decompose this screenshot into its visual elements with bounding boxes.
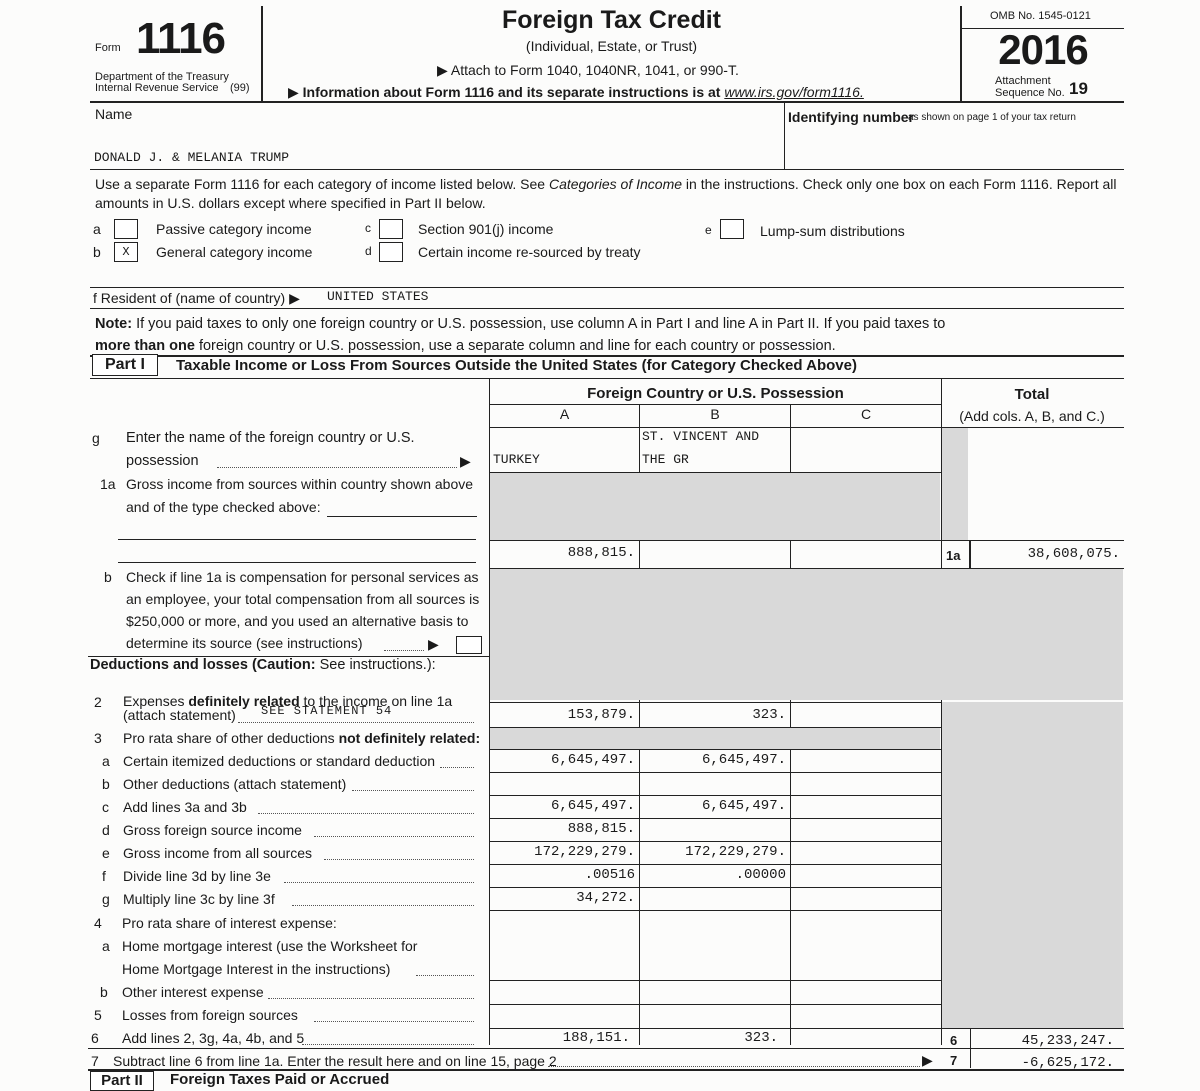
linebox-1a-right: [970, 540, 971, 570]
grid-rule: [489, 702, 941, 703]
writein-rule: [118, 539, 476, 540]
resident-bottom-rule: [90, 308, 1124, 309]
lump-sum-label: Lump-sum distributions: [760, 223, 905, 239]
sequence-number: 19: [1069, 79, 1088, 98]
grid-rule: [489, 795, 941, 796]
line-3c-col-b[interactable]: 6,645,497.: [701, 798, 786, 814]
resident-top-rule: [90, 287, 1124, 288]
line-3b-text: Other deductions (attach statement): [123, 776, 347, 792]
line-1a-total[interactable]: 38,608,075.: [1027, 546, 1120, 562]
grid-rule: [489, 887, 941, 888]
line-2-text-b: to the income on line 1a: [303, 693, 453, 709]
line-3e-col-a[interactable]: 172,229,279.: [534, 844, 635, 860]
line-2-bold: definitely related: [188, 693, 300, 709]
category-letter: d: [365, 244, 372, 258]
shaded-cells-1a: [490, 472, 940, 540]
arrow-right-icon: ▶: [288, 84, 299, 100]
tax-year: 2016: [998, 26, 1088, 73]
general-category-label: General category income: [156, 244, 313, 260]
grid-rule: [489, 727, 941, 728]
omb-number: OMB No. 1545-0121: [990, 10, 1091, 22]
line-1a-col-a[interactable]: 888,815.: [567, 545, 635, 561]
name-id-divider: [784, 101, 785, 169]
category-letter: a: [93, 221, 101, 237]
instr-categories-link: Categories of Income: [548, 176, 683, 192]
category-letter: c: [365, 221, 371, 235]
part1-title-rule: [90, 378, 1124, 379]
writein-rule: [118, 562, 476, 563]
line-1a-text1: Gross income from sources within country shown above: [126, 476, 474, 492]
leader-dots: [268, 998, 474, 999]
line-3-number: 3: [94, 730, 102, 746]
shaded-cells-1b: [490, 568, 1123, 700]
part1-title: Taxable Income or Loss From Sources Outside the United States (for Category Checked Above): [176, 357, 857, 374]
line-4-number: 4: [94, 915, 102, 931]
line-3c-col-a[interactable]: 6,645,497.: [550, 798, 635, 814]
grid-rule: [489, 910, 941, 911]
part2-tag: Part II: [90, 1071, 154, 1091]
identifying-number-sub: as shown on page 1 of your tax return: [908, 112, 1076, 123]
line-6-total[interactable]: 45,233,247.: [1021, 1033, 1114, 1049]
line-2-col-b[interactable]: 323.: [752, 707, 786, 723]
leader-dots: [416, 975, 474, 976]
deductions-heading: [90, 657, 436, 673]
category-letter: b: [93, 244, 101, 260]
note-bold2: more than one: [95, 338, 195, 354]
form-title: Foreign Tax Credit: [501, 6, 721, 34]
checkbox-resourced-by-treaty[interactable]: [379, 242, 403, 262]
line-5-text: Losses from foreign sources: [122, 1007, 298, 1023]
line-4a-text1: Home mortgage interest (use the Worksheet for: [122, 938, 418, 954]
line-1b-text4: determine its source (see instructions): [126, 635, 363, 651]
leader-dots: [352, 790, 474, 791]
resident-label-text: f Resident of (name of country): [93, 290, 286, 306]
line-6-text: Add lines 2, 3g, 4a, 4b, and 5: [122, 1030, 305, 1046]
section-901j-label: Section 901(j) income: [418, 221, 554, 237]
leader-dots: [238, 722, 474, 723]
form-label: Form: [95, 42, 121, 54]
passive-category-label: Passive category income: [156, 221, 312, 237]
line-1a-text2: and of the type checked above:: [126, 499, 321, 515]
arrow-right-icon: ▶: [922, 1052, 933, 1068]
note-line2: [95, 338, 836, 354]
line-3d-text: Gross foreign source income: [123, 822, 302, 838]
line-3a-text: Certain itemized deductions or standard deduction: [123, 753, 436, 769]
leader-dots: [258, 813, 474, 814]
line-3-text: [123, 730, 480, 746]
leader-dots: [324, 859, 474, 860]
line-3f-col-b[interactable]: .00000: [735, 867, 786, 883]
line-4a-letter: a: [102, 938, 110, 954]
form-number: 1116: [136, 14, 226, 63]
line-6-number: 6: [91, 1030, 99, 1046]
arrow-right-icon: ▶: [460, 453, 471, 469]
line-3e-text: Gross income from all sources: [123, 845, 313, 861]
shaded-cells-line3: [490, 727, 940, 749]
leader-dots: [440, 767, 474, 768]
note-line1: [95, 316, 945, 332]
line-6-col-a[interactable]: 188,151.: [562, 1030, 630, 1046]
line-2-text-a: Expenses: [123, 693, 185, 709]
line-3b-letter: b: [102, 776, 110, 792]
line-1b-number: b: [104, 569, 112, 585]
column-b-header: B: [710, 406, 720, 422]
checkbox-lump-sum[interactable]: [720, 219, 744, 239]
caution-text: See instructions.):: [319, 657, 436, 673]
resourced-by-treaty-label: Certain income re-sourced by treaty: [418, 244, 641, 260]
leader-dots: [384, 650, 424, 651]
part1-tag: Part I: [92, 354, 158, 376]
checkbox-section-901j[interactable]: [379, 219, 403, 239]
leader-dots: [284, 882, 474, 883]
attach-line: [437, 62, 739, 79]
line-2-text2: (attach statement): [123, 707, 236, 723]
country-b-name-line1[interactable]: ST. VINCENT AND: [642, 429, 760, 444]
name-bottom-rule: [90, 169, 1124, 170]
line-1a-number: 1a: [100, 476, 116, 492]
header-bottom-rule: [90, 101, 1124, 103]
grid-rule: [489, 1004, 941, 1005]
checkbox-line-1b[interactable]: [456, 636, 482, 654]
shaded-total-top: [942, 428, 968, 540]
instructions-line2: amounts in U.S. dollars except where specified in Part II below.: [95, 195, 486, 211]
grid-rule: [489, 818, 941, 819]
country-b-name-line2[interactable]: THE GR: [642, 452, 689, 467]
line-4a-text2: Home Mortgage Interest in the instructions): [122, 961, 391, 977]
line-3a-col-a[interactable]: 6,645,497.: [550, 752, 635, 768]
instructions-line1: [95, 176, 1117, 192]
line-6-col-b[interactable]: 323.: [744, 1030, 778, 1046]
line-g-text1: Enter the name of the foreign country or U.S.: [126, 430, 415, 446]
writein-rule: [327, 516, 477, 517]
part2-title: Foreign Taxes Paid or Accrued: [170, 1071, 390, 1088]
info-line: [288, 84, 864, 101]
note-text2: foreign country or U.S. possession, use a separate column and line for each country or possession.: [198, 338, 836, 354]
grid-rule: [489, 749, 941, 750]
line-4b-letter: b: [100, 984, 108, 1000]
sequence-label: Sequence No.: [995, 87, 1065, 99]
line-3d-letter: d: [102, 822, 110, 838]
line-3f-col-a[interactable]: .00516: [584, 867, 635, 883]
line-3e-col-b[interactable]: 172,229,279.: [685, 844, 786, 860]
line-3e-letter: e: [102, 845, 110, 861]
checkbox-passive-category[interactable]: [114, 219, 138, 239]
leader-dots: [314, 836, 474, 837]
info-url[interactable]: www.irs.gov/form1116.: [724, 84, 864, 100]
line-1b-text1: Check if line 1a is compensation for personal services as: [126, 569, 479, 585]
leader-dots: [217, 467, 457, 468]
resident-label: [93, 290, 300, 307]
name-label: Name: [95, 106, 133, 122]
dept-line1: Department of the Treasury: [95, 71, 229, 83]
form-subtitle: (Individual, Estate, or Trust): [525, 38, 698, 54]
grid-rule: [489, 568, 1124, 569]
line-6-box-label: 6: [950, 1033, 958, 1048]
attach-text: Attach to Form 1040, 1040NR, 1041, or 990-T.: [450, 62, 739, 78]
shaded-total-mid: [942, 702, 1123, 1028]
line-g-number: g: [92, 430, 100, 446]
grid-rule: [88, 1048, 1124, 1049]
caution-bold: (Caution:: [251, 657, 316, 673]
grid-rule: [489, 772, 941, 773]
line-1b-text3: $250,000 or more, and you used an alternative basis to: [126, 613, 469, 629]
header-bottom-grid-rule: [489, 427, 1124, 428]
dept-code: (99): [230, 82, 250, 94]
column-a-header: A: [559, 406, 570, 422]
info-text: Information about Form 1116 and its separate instructions is at: [302, 84, 721, 100]
line-3f-letter: f: [102, 868, 106, 884]
arrow-right-icon: ▶: [437, 62, 448, 78]
col-header-rule: [489, 404, 941, 405]
arrow-right-icon: ▶: [428, 636, 439, 652]
deductions-bold: Deductions and losses: [90, 657, 248, 673]
line-5-number: 5: [94, 1007, 102, 1023]
grid-rule: [489, 864, 941, 865]
attachment-label: Attachment: [995, 75, 1051, 87]
grid-rule: [489, 980, 941, 981]
leader-dots: [314, 1021, 474, 1022]
line-3a-col-b[interactable]: 6,645,497.: [701, 752, 786, 768]
grid-rule: [489, 841, 941, 842]
leader-dots: [548, 1066, 920, 1067]
grid-rule: [489, 540, 1124, 541]
note-bold: Note:: [95, 316, 133, 332]
resident-country[interactable]: UNITED STATES: [327, 289, 429, 304]
identifying-number-label: Identifying number: [788, 109, 914, 125]
category-letter: e: [705, 223, 712, 237]
column-c-header: C: [860, 406, 872, 422]
line-7-total[interactable]: -6,625,172.: [1021, 1055, 1114, 1071]
line-3c-text: Add lines 3a and 3b: [123, 799, 247, 815]
line-3g-letter: g: [102, 891, 110, 907]
line-3d-col-a[interactable]: 888,815.: [567, 821, 635, 837]
instr-text-b: in the instructions. Check only one box on each Form 1116. Report all: [685, 176, 1117, 192]
line-1a-box-label: 1a: [946, 548, 961, 563]
taxpayer-name[interactable]: DONALD J. & MELANIA TRUMP: [94, 150, 290, 165]
instr-text-a: Use a separate Form 1116 for each category of income listed below. See: [95, 176, 546, 192]
leader-dots: [302, 1044, 474, 1045]
line-3g-col-a[interactable]: 34,272.: [576, 890, 635, 906]
note-text1: If you paid taxes to only one foreign country or U.S. possession, use column A in Part I and line A in Part II. If you paid taxes to: [136, 316, 946, 332]
line-3a-letter: a: [102, 753, 110, 769]
line-2-col-a[interactable]: 153,879.: [567, 707, 635, 723]
line-2-number: 2: [94, 694, 102, 710]
line-3-text-a: Pro rata share of other deductions: [123, 730, 335, 746]
line-7-number: 7: [91, 1053, 99, 1069]
line-2-statement-ref: SEE STATEMENT 54: [261, 704, 393, 718]
total-header: Total: [1014, 386, 1050, 403]
total-subheader: (Add cols. A, B, and C.): [959, 408, 1105, 424]
dept-line2: Internal Revenue Service: [95, 82, 219, 94]
arrow-right-icon: ▶: [289, 290, 300, 306]
line-4b-text: Other interest expense: [122, 984, 264, 1000]
line-3g-text: Multiply line 3c by line 3f: [123, 891, 275, 907]
checkbox-general-category[interactable]: X: [114, 242, 138, 262]
grid-rule: [489, 1028, 1124, 1029]
line-3c-letter: c: [102, 799, 109, 815]
line-4-text: Pro rata share of interest expense:: [122, 915, 337, 931]
foreign-country-header: Foreign Country or U.S. Possession: [587, 385, 844, 402]
grid-rule: [489, 472, 941, 473]
line-7-text: Subtract line 6 from line 1a. Enter the result here and on line 15, page 2: [113, 1053, 557, 1069]
leader-dots: [292, 905, 474, 906]
line-7-box-label: 7: [950, 1053, 958, 1068]
line-1b-text2: an employee, your total compensation from all sources is: [126, 591, 480, 607]
line-g-text2: possession: [126, 453, 199, 469]
line-3-bold: not definitely related:: [338, 730, 481, 746]
line-3f-text: Divide line 3d by line 3e: [123, 868, 271, 884]
country-a-name[interactable]: TURKEY: [493, 452, 540, 467]
